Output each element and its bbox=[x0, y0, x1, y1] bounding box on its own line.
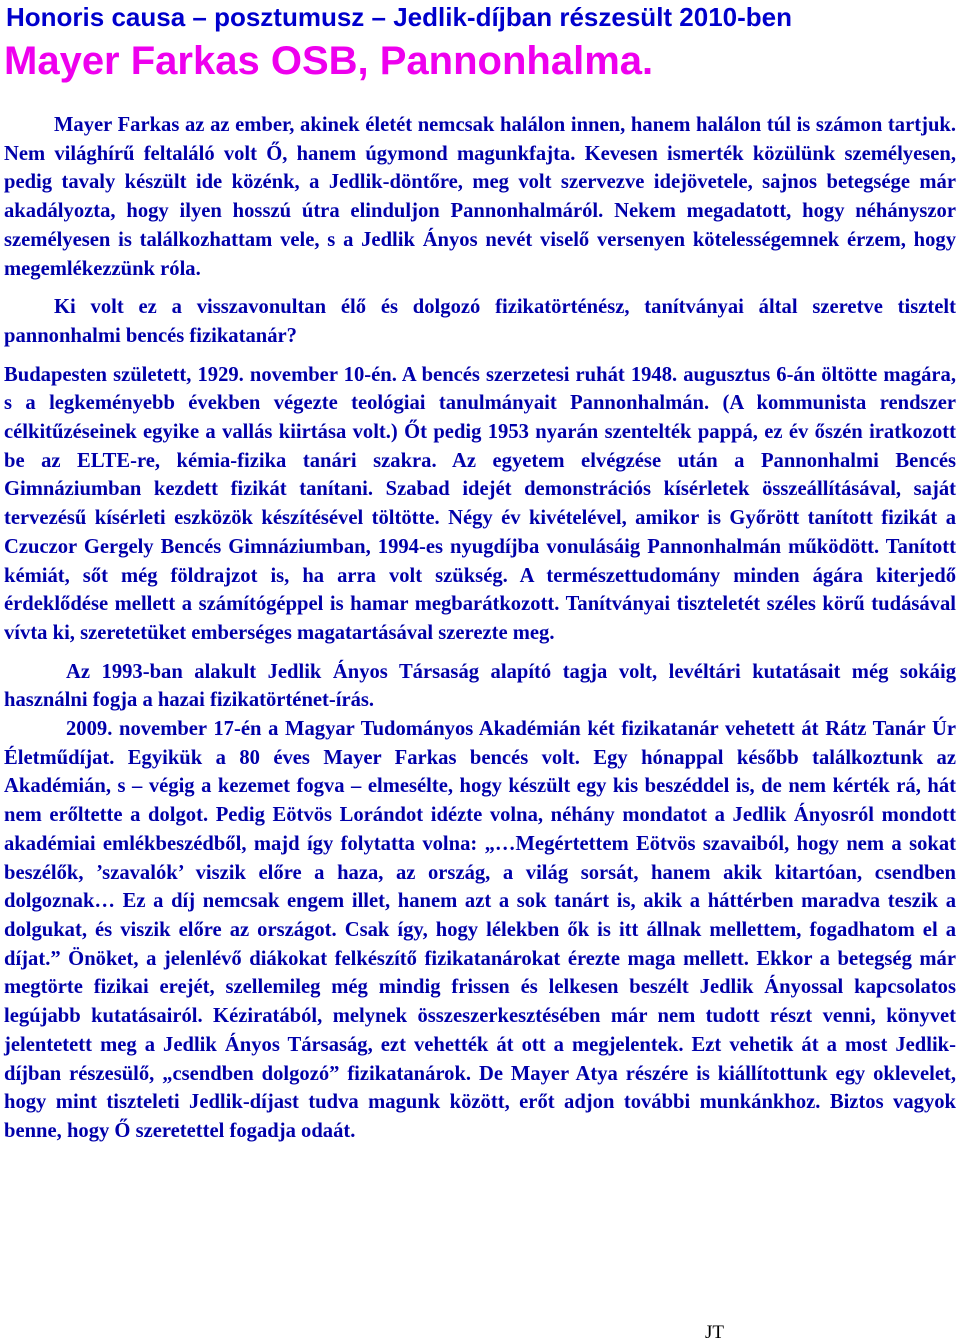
paragraph-intro: Mayer Farkas az az ember, akinek életét nemcsak halálon innen, hanem halálon túl is számon tartjuk. Nem világhírű feltaláló volt Ő, hanem úgymond magunkfajta. Kevesen ismerték közülünk személyesen, pedig tavaly készült ide közénk, a Jedlik-döntőre, meg volt szervezve idejövetele, sajnos betegsége már akadályozta, hogy ilyen hosszú útra elinduljon Pannonhalmáról. Nekem megadatott, hogy néhányszor személyesen is találkozhattam vele, s a Jedlik Ányos nevét viselő versenyen kötelességemnek érzem, hogy megemlékezzünk róla. bbox=[4, 114, 956, 280]
author-signature: JT bbox=[705, 1322, 724, 1343]
article-body bbox=[4, 111, 956, 1146]
paragraph-award: 2009. november 17-én a Magyar Tudományos Akadémián két fizikatanár vehetett át Rátz Tanár Úr Életműdíjat. Egyikük a 80 éves Mayer Farkas bencés volt. Egy hónappal később találkoztunk az Akadémián, s – végig a kezemet fogva – elmesélte, hogy készült egy kis beszéddel is, de nem kérték rá, hát nem erőltette a dolgot. Pedig Eötvös Lorándot idézte volna, néhány mondatot a Jedlik Ányosról mondott akadémiai emlékbeszédből, majd így folytatta volna: „…Megértettem Eötvös szavaiból, hogy nem a sokat beszélők, ’szavalók’ viszik előre a haza, az ország, a világ sorsát, hanem akik kitartóan, csendben dolgoznak… Ez a díj nemcsak engem illet, hanem azt a sok tanárt is, akik a háttérben maradva teszik a dolgukat, és viszik előre az országot. Csak így, hogy lélekben ők is itt állnak mellettem, fogadhatom el a díjat.” Önöket, a jelenlévő diákokat felkészítő fizikatanárokat érezte maga mellett. Ekkor a betegség már megtörte fizikai erejét, szellemileg még mindig frissen és lelkesen beszélt Jedlik Ányossal kapcsolatos legújabb kutatásairól. Kéziratából, melynek összeszerkesztésében már nem tudott részt venni, könyvet jelentetett meg a Jedlik Ányos Társaság, ezt vehették át ott a megjelentek. Ezt vehetik át a most Jedlik-díjban részesülő, „csendben dolgozó” fizikatanárok. De Mayer Atya részére is kiállítottunk egy oklevelet, hogy mint tiszteleti Jedlik-díjast tudva magunk között, erőt adjon további munkánkhoz. Biztos vagyok benne, hogy Ő szeretettel fogadja odaát. bbox=[4, 718, 956, 1142]
paragraph-biography: Budapesten született, 1929. november 10-én. A bencés szerzetesi ruhát 1948. augusztus 6-án öltötte magára, s a legkeményebb években végezte teológiai tanulmányait Pannonhalmán. (A kommunista rendszer célkitűzéseinek egyike a vallás kiirtása volt.) Őt pedig 1953 nyarán szentelték pappá, ez év őszén iratkozott be az ELTE-re, kémia-fizika tanári szakra. Az egyetem elvégzése után a Pannonhalmi Bencés Gimnáziumban kezdett fizikát tanítani. Szabad idejét demonstrációs kísérletek összeállításával, saját tervezésű kísérleti eszközök készítésével töltötte. Négy év kivételével, amikor is Győrött tanított fizikát a Czuczor Gergely Bencés Gimnáziumban, 1994-es nyugdíjba vonulásáig Pannonhalmán működött. Tanított kémiát, sőt még földrajzot is, ha arra volt szükség. A természettudomány minden ágára kiterjedő érdeklődése mellett a számítógéppel is hamar megbarátkozott. Tanítványai tiszteletét széles körű tudásával vívta ki, szeretetüket emberséges magatartásával szerezte meg. bbox=[4, 363, 956, 644]
paragraph-question: Ki volt ez a visszavonultan élő és dolgozó fizikatörténész, tanítványai által szeretve tisztelt pannonhalmi bencés fizikatanár? bbox=[4, 296, 956, 347]
document-subtitle: Honoris causa – posztumusz – Jedlik-díjban részesült 2010-ben bbox=[6, 2, 793, 32]
paragraph-society: Az 1993-ban alakult Jedlik Ányos Társaság alapító tagja volt, levéltári kutatásait még sokáig használni fogja a hazai fizikatörténet-írás. bbox=[4, 660, 956, 712]
document-title: Mayer Farkas OSB, Pannonhalma. bbox=[4, 39, 654, 83]
